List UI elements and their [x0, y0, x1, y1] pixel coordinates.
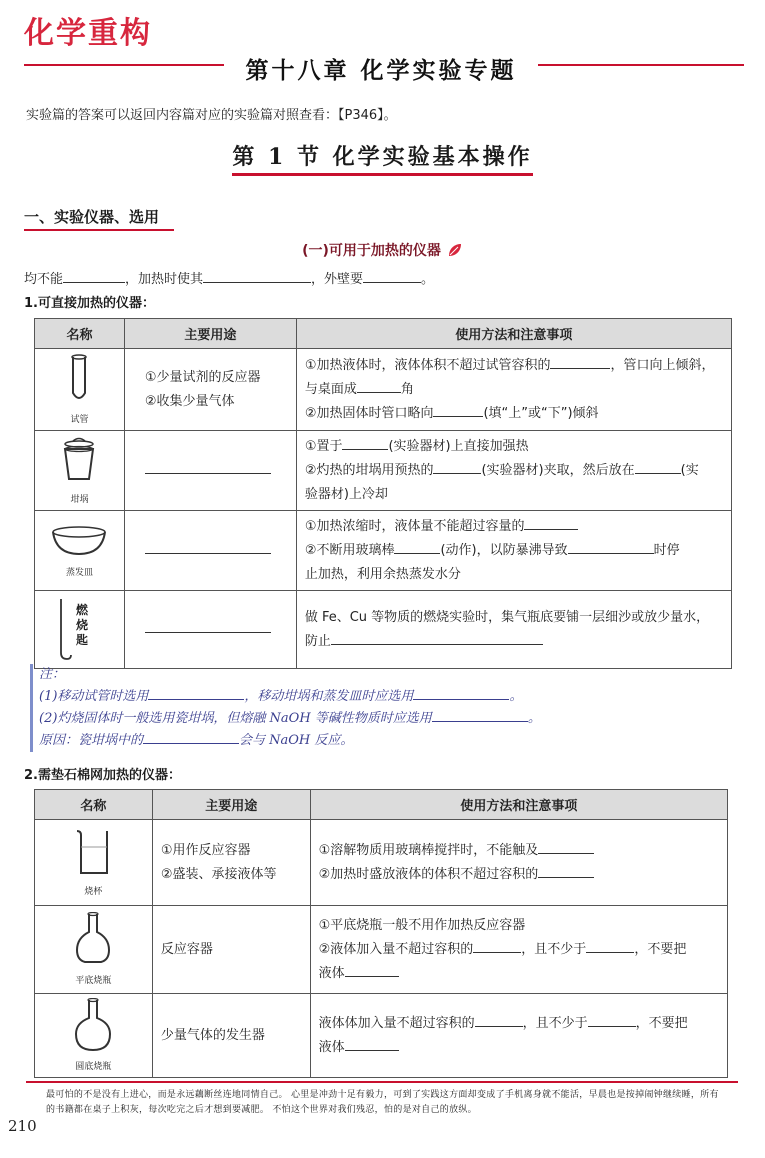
answer-blank[interactable] [331, 633, 543, 645]
answer-blank[interactable] [363, 271, 421, 283]
answer-blank[interactable] [394, 542, 440, 554]
col-header-name: 名称 [35, 790, 153, 820]
cell-name: 圆底烧瓶 [35, 994, 153, 1078]
answer-blank[interactable] [538, 866, 594, 878]
part-heading: 一、实验仪器、选用 [24, 208, 160, 226]
answer-blank[interactable] [475, 1015, 523, 1027]
table-row [35, 820, 728, 906]
answer-blank[interactable] [550, 357, 610, 369]
answer-blank[interactable] [586, 941, 634, 953]
combustion-spoon-icon [51, 597, 75, 663]
test-tube-icon [64, 353, 94, 405]
answer-blank[interactable] [635, 462, 681, 474]
col-header-use: 主要用途 [124, 319, 296, 349]
leaf-icon [447, 242, 463, 258]
table-row [35, 994, 728, 1078]
cell-notes: ①平底烧瓶一般不用作加热反应容器 ②液体加入量不超过容积的 ，且不少于 ，不要把 液体 [310, 906, 727, 994]
cell-name: 蒸发皿 [35, 511, 125, 591]
answer-blank[interactable] [143, 732, 239, 744]
section-title: 第 1 节 化学实验基本操作 [0, 140, 765, 176]
footer-rule [26, 1081, 738, 1083]
answer-blank[interactable] [568, 542, 654, 554]
col-header-use: 主要用途 [152, 790, 310, 820]
part-heading-rule [24, 229, 174, 231]
answer-blank[interactable] [473, 941, 521, 953]
cell-name: 试管 [35, 349, 125, 431]
cell-use: ①少量试剂的反应器 ②收集少量气体 [124, 349, 296, 431]
cell-use [124, 511, 296, 591]
chapter-title: 第十八章 化学实验专题 [245, 57, 517, 84]
answer-blank[interactable] [203, 271, 311, 283]
fill-line: 均不能 ，加热时使其 ，外壁要 。 [24, 272, 435, 287]
subsection-direct-heat: 1.可直接加热的仪器： [24, 296, 155, 311]
cell-name: 燃烧匙 [35, 591, 125, 669]
col-header-name: 名称 [35, 319, 125, 349]
note-box: 注： (1)移动试管时选用 ，移动坩埚和蒸发皿时应选用 。 (2)灼烧固体时一般选用瓷坩埚，但熔融 NaOH 等碱性物质时应选用 。 原因：瓷坩埚中的 会与 NaOH 反应。 [30, 664, 650, 752]
table-row [35, 511, 732, 591]
cell-name: 坩埚 [35, 431, 125, 511]
flat-bottom-flask-icon [73, 912, 113, 966]
footer-quote: 最可怕的不是没有上进心，而是永远藕断丝连地同情自己。 心里是冲劲十足有毅力，可到了实践这方面却变成了手机离身就不能活，早晨也是按掉闹钟继续睡，所有的书籍都在桌子上积灰，每次吃完之后才想到要减肥。 不怕这个世界对我们残忍，怕的是对自己的放纵。 [46, 1090, 719, 1115]
evaporating-dish-icon [50, 522, 108, 558]
cell-use: 反应容器 [152, 906, 310, 994]
cell-name: 平底烧瓶 [35, 906, 153, 994]
cell-use [124, 431, 296, 511]
answer-blank[interactable] [524, 518, 578, 530]
cell-notes: ①加热液体时，液体体积不超过试管容积的 ，管口向上倾斜， 与桌面成 角 ②加热固体时管口略向 (填“上”或“下”)倾斜 [296, 349, 731, 431]
answer-blank[interactable] [357, 381, 401, 393]
answer-blank[interactable] [342, 438, 388, 450]
brand-title: 化学重构 [24, 16, 152, 51]
answer-blank[interactable] [345, 965, 399, 977]
col-header-notes: 使用方法和注意事项 [296, 319, 731, 349]
answer-blank[interactable] [588, 1015, 636, 1027]
round-bottom-flask-icon [73, 998, 113, 1052]
beaker-icon [73, 827, 113, 877]
page-number: 210 [8, 1117, 37, 1135]
cell-use: ①用作反应容器 ②盛装、承接液体等 [152, 820, 310, 906]
subsection-gauze-heat: 2.需垫石棉网加热的仪器： [24, 768, 181, 783]
gauze-heat-table [34, 789, 728, 1078]
direct-heat-table [34, 318, 732, 669]
cell-notes: ①加热浓缩时，液体量不能超过容量的 ②不断用玻璃棒 (动作)，以防暴沸导致 时停 止加热，利用余热蒸发水分 [296, 511, 731, 591]
cell-use [124, 591, 296, 669]
answer-blank[interactable] [345, 1039, 399, 1051]
crucible-icon [59, 435, 99, 485]
chapter-rule-right [538, 64, 744, 66]
cell-notes: ①置于 (实验器材)上直接加强热 ②灼热的坩埚用预热的 (实验器材)夹取，然后放在 (实 验器材)上冷却 [296, 431, 731, 511]
answer-blank[interactable] [63, 271, 125, 283]
table-row [35, 349, 732, 431]
table-row [35, 591, 732, 669]
answer-blank[interactable] [433, 405, 483, 417]
answer-blank[interactable] [145, 542, 271, 554]
answer-blank[interactable] [145, 462, 271, 474]
cell-notes: 液体体加入量不超过容积的 ，且不少于 ，不要把 液体 [310, 994, 727, 1078]
table-row [35, 431, 732, 511]
col-header-notes: 使用方法和注意事项 [310, 790, 727, 820]
answer-blank[interactable] [148, 688, 244, 700]
answer-blank[interactable] [433, 462, 481, 474]
answer-blank[interactable] [432, 710, 528, 722]
cell-name: 烧杯 [35, 820, 153, 906]
answer-blank[interactable] [145, 621, 271, 633]
chapter-rule-left [24, 64, 224, 66]
intro-text: 实验篇的答案可以返回内容篇对应的实验篇对照查看：【P346】。 [26, 108, 397, 123]
cell-notes: ①溶解物质用玻璃棒搅拌时，不能触及 ②加热时盛放液体的体积不超过容积的 [310, 820, 727, 906]
cell-use: 少量气体的发生器 [152, 994, 310, 1078]
answer-blank[interactable] [413, 688, 509, 700]
answer-blank[interactable] [538, 842, 594, 854]
subheading: (一)可用于加热的仪器 [0, 240, 765, 260]
table-row [35, 906, 728, 994]
cell-notes: 做 Fe、Cu 等物质的燃烧实验时，集气瓶底要铺一层细沙或放少量水， 防止 [296, 591, 731, 669]
